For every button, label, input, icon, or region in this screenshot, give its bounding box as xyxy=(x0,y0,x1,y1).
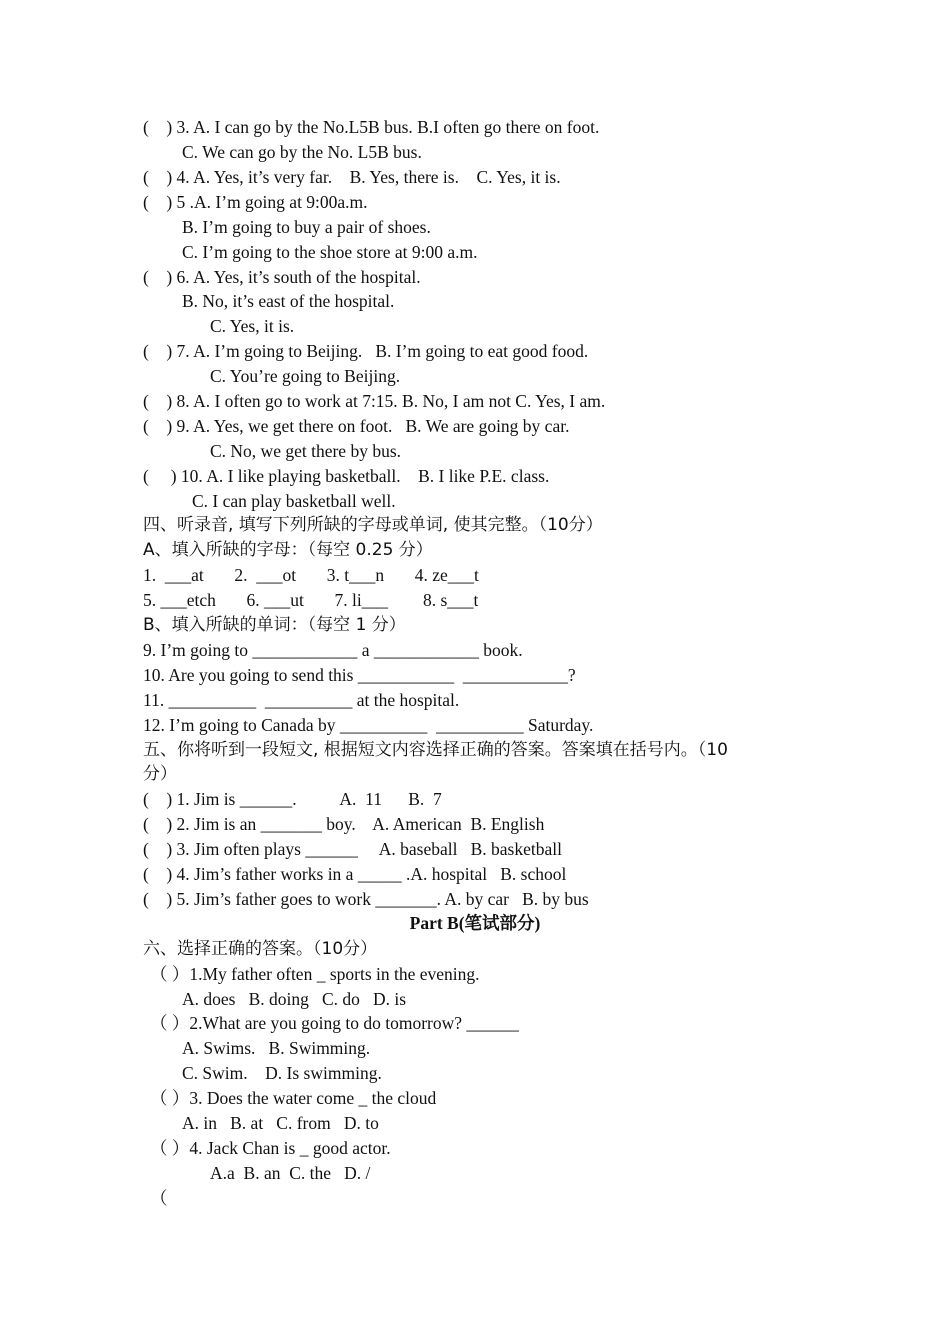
listening-q7-option-c: C. You’re going to Beijing. xyxy=(210,366,401,386)
listening-q6-option-b: B. No, it’s east of the hospital. xyxy=(182,291,395,311)
listening-q3: ( ) 3. A. I can go by the No.L5B bus. B.I often go there on foot. xyxy=(143,117,600,137)
listening-q10-option-c: C. I can play basketball well. xyxy=(192,491,396,511)
section6-q1-options: A. does B. doing C. do D. is xyxy=(182,989,407,1009)
section6-q2: （ ）2.What are you going to do tomorrow? ______ xyxy=(150,1013,519,1033)
section5-q2: ( ) 2. Jim is an _______ boy. A. American B. English xyxy=(143,814,545,834)
part-b-title: Part B(笔试部分) xyxy=(409,913,541,933)
section5-q1: ( ) 1. Jim is ______. A. 11 B. 7 xyxy=(143,789,442,809)
section4-q12: 12. I’m going to Canada by __________ __________ Saturday. xyxy=(143,715,594,735)
listening-q6: ( ) 6. A. Yes, it’s south of the hospital. xyxy=(143,267,421,287)
listening-q5: ( ) 5 .A. I’m going at 9:00a.m. xyxy=(143,192,368,212)
listening-q9-option-c: C. No, we get there by bus. xyxy=(210,441,402,461)
section4-part-a-title: A、填入所缺的字母：（每空 0.25 分） xyxy=(143,540,433,560)
section6-q4-options: A.a B. an C. the D. / xyxy=(210,1163,371,1183)
section6-q4: （ ）4. Jack Chan is _ good actor. xyxy=(150,1138,391,1158)
listening-q5-option-b: B. I’m going to buy a pair of shoes. xyxy=(182,217,431,237)
section6-q3: （ ）3. Does the water come _ the cloud xyxy=(150,1088,437,1108)
section4-q9: 9. I’m going to ____________ a ____________ book. xyxy=(143,640,523,660)
section6-q2-options-ab: A. Swims. B. Swimming. xyxy=(182,1038,371,1058)
section4-letters-row-1: 1. ___at 2. ___ot 3. t___n 4. ze___t xyxy=(143,565,479,585)
section5-q3: ( ) 3. Jim often plays ______ A. baseball B. basketball xyxy=(143,839,562,859)
listening-q4: ( ) 4. A. Yes, it’s very far. B. Yes, there is. C. Yes, it is. xyxy=(143,167,561,187)
section4-q10: 10. Are you going to send this ___________ ____________? xyxy=(143,665,576,685)
section4-letters-row-2: 5. ___etch 6. ___ut 7. li___ 8. s___t xyxy=(143,590,479,610)
section4-part-b-title: B、填入所缺的单词：（每空 1 分） xyxy=(143,615,406,635)
section5-q4: ( ) 4. Jim’s father works in a _____ .A. hospital B. school xyxy=(143,864,567,884)
section6-q3-options: A. in B. at C. from D. to xyxy=(182,1113,379,1133)
listening-q9: ( ) 9. A. Yes, we get there on foot. B. We are going by car. xyxy=(143,416,570,436)
section6-title: 六、选择正确的答案。（10分） xyxy=(143,939,378,959)
section4-q11: 11. __________ __________ at the hospital. xyxy=(143,690,460,710)
section4-title: 四、听录音, 填写下列所缺的字母或单词, 使其完整。（10分） xyxy=(143,515,603,535)
listening-q8: ( ) 8. A. I often go to work at 7:15. B. No, I am not C. Yes, I am. xyxy=(143,391,606,411)
listening-q5-option-c: C. I’m going to the shoe store at 9:00 a.m. xyxy=(182,242,478,262)
listening-q6-option-c: C. Yes, it is. xyxy=(210,316,295,336)
listening-q7: ( ) 7. A. I’m going to Beijing. B. I’m going to eat good food. xyxy=(143,341,589,361)
section6-q1: （ ）1.My father often _ sports in the evening. xyxy=(150,964,480,984)
section5-q5: ( ) 5. Jim’s father goes to work _______. A. by car B. by bus xyxy=(143,889,589,909)
section6-q2-options-cd: C. Swim. D. Is swimming. xyxy=(182,1063,382,1083)
section6-q5-start: （ xyxy=(150,1188,168,1208)
section5-title-continued: 分） xyxy=(143,764,177,784)
section5-title: 五、你将听到一段短文, 根据短文内容选择正确的答案。答案填在括号内。（10 xyxy=(143,740,728,760)
listening-q3-option-c: C. We can go by the No. L5B bus. xyxy=(182,142,422,162)
listening-q10: ( ) 10. A. I like playing basketball. B. I like P.E. class. xyxy=(143,466,550,486)
